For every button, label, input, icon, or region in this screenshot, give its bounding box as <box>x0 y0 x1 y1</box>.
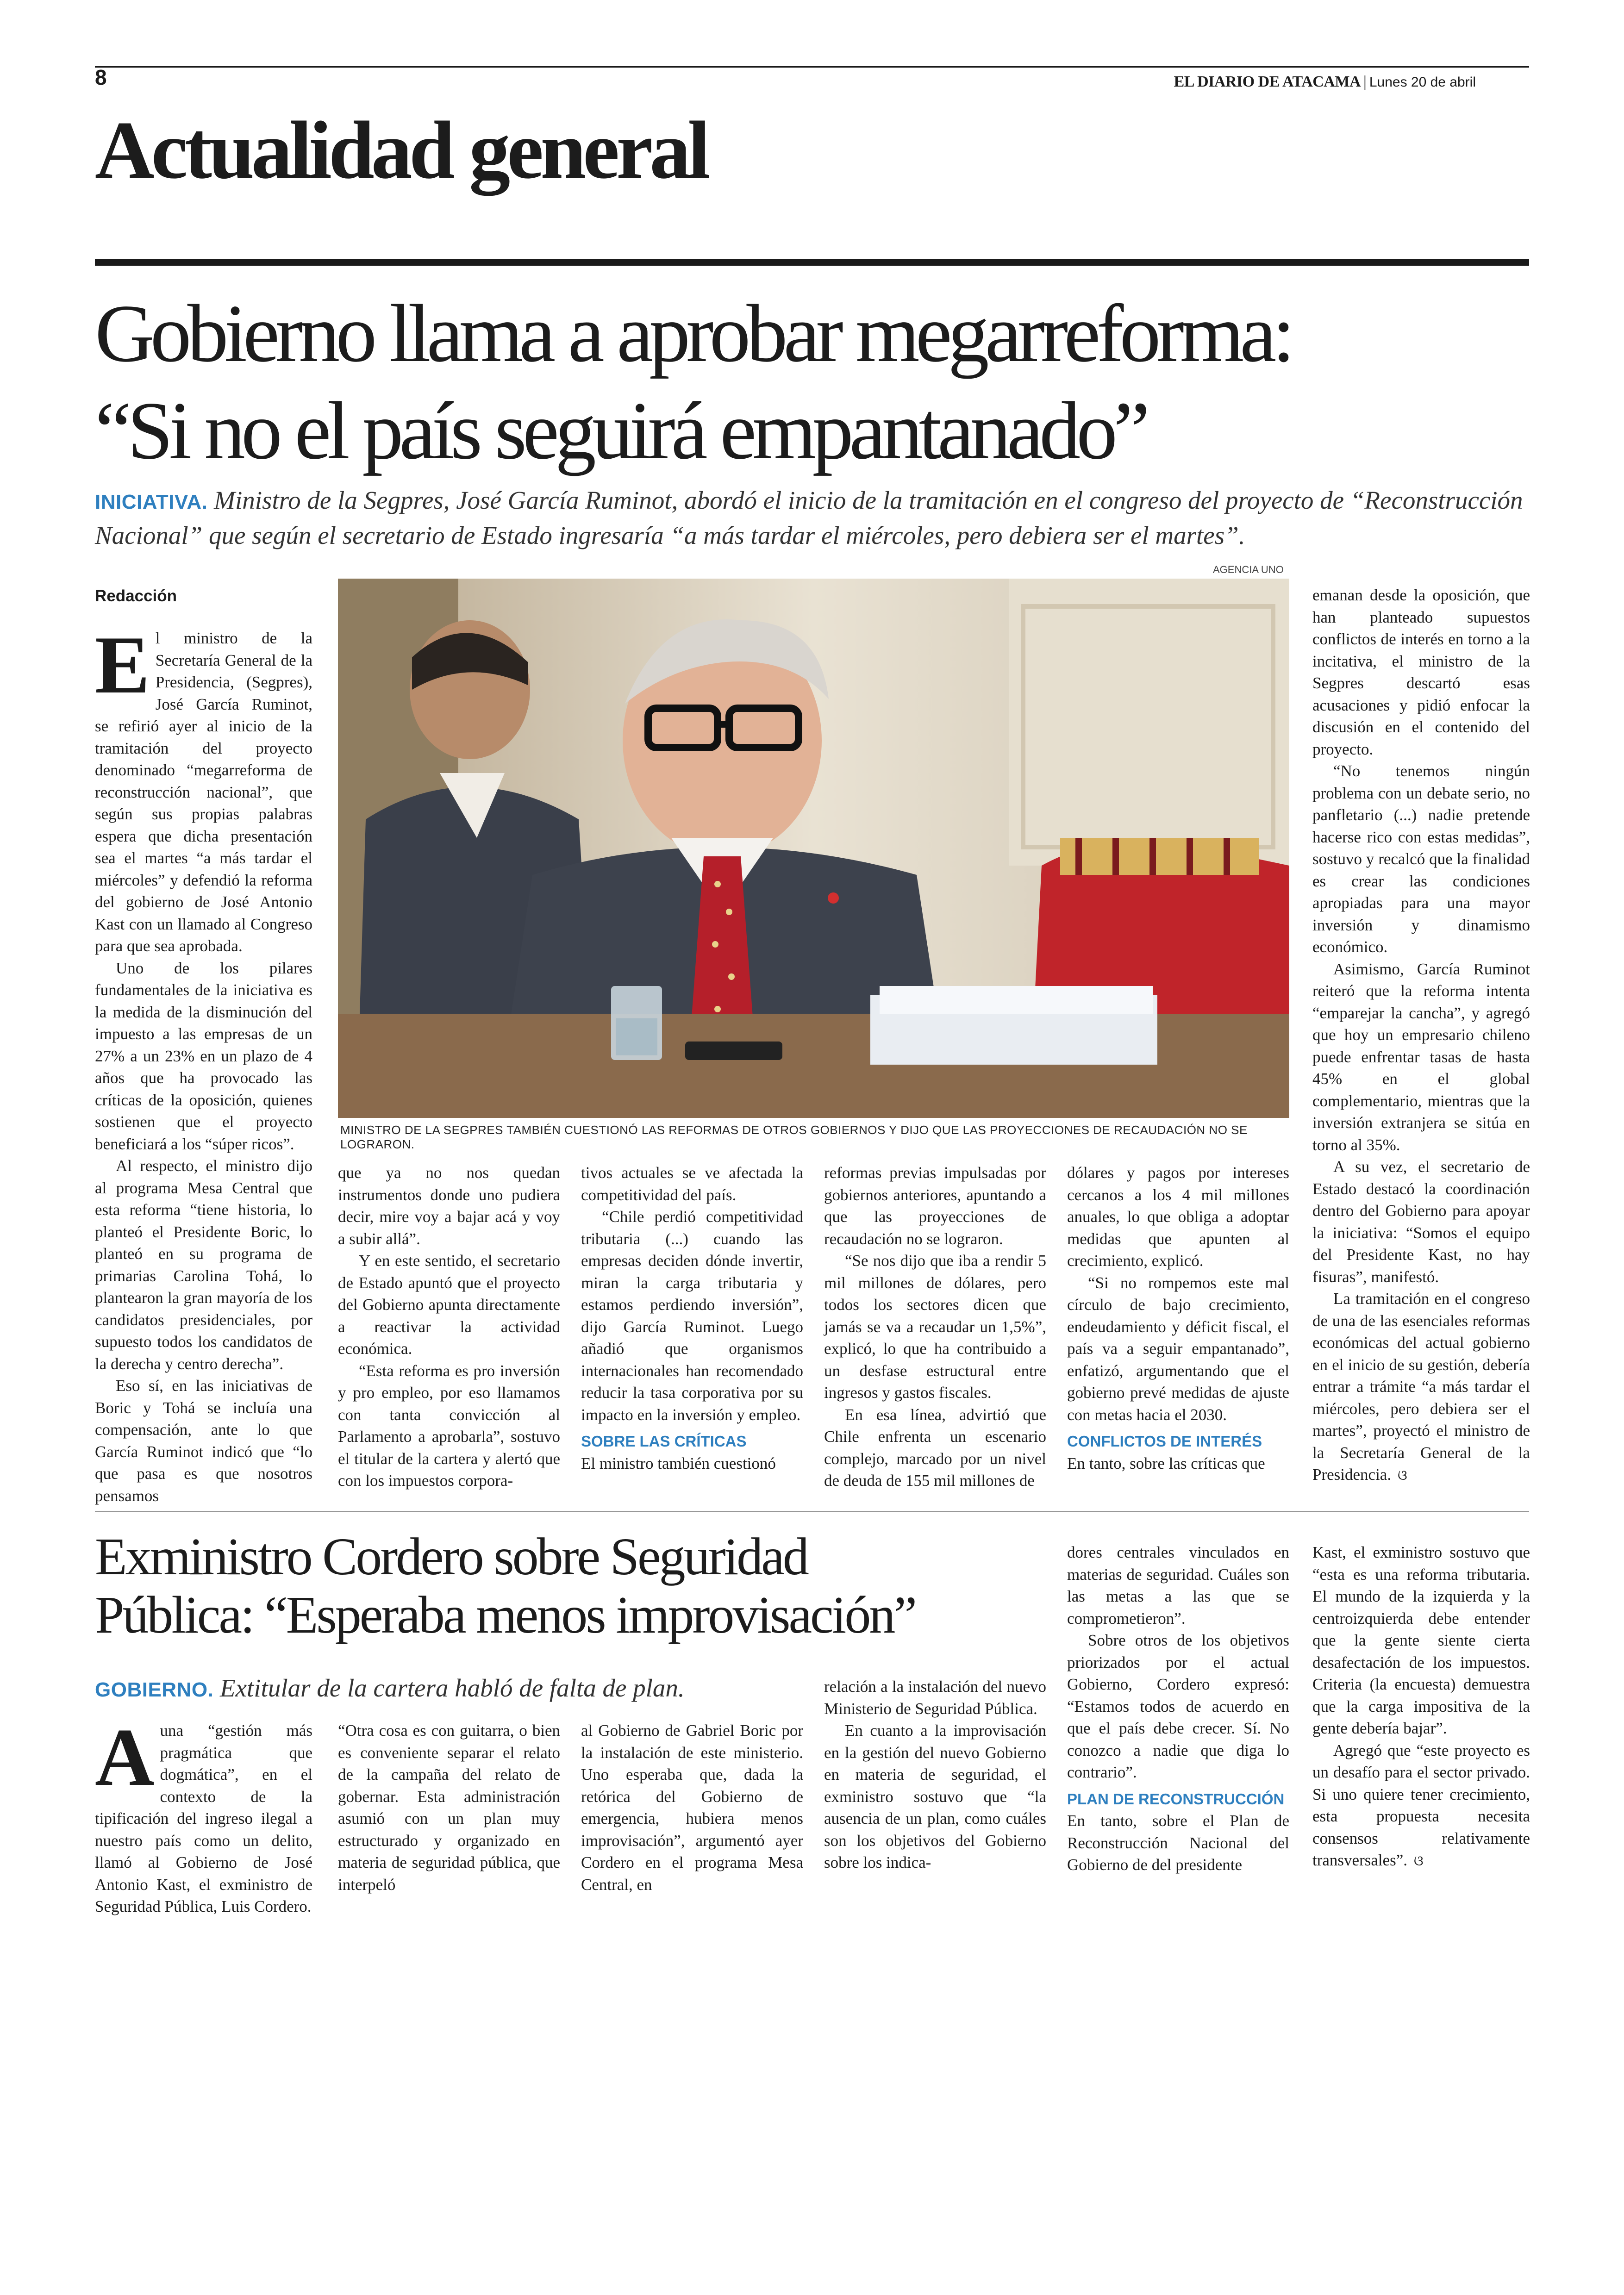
photo-illustration <box>338 579 1289 1118</box>
lead-text: Extitular de la cartera habló de falta de plan. <box>213 1674 685 1702</box>
paragraph: Eso sí, en las iniciativas de Boric y Tohá se incluía una compensación, ante lo que García Ruminot indicó que “lo que pasa es que nosotros pensamos <box>95 1377 312 1505</box>
drop-cap: E <box>95 619 150 711</box>
headline-line-1: Gobierno llama a aprobar megarreforma: <box>95 287 1291 379</box>
running-head: EL DIARIO DE ATACAMA | Lunes 20 de abril <box>1174 73 1476 90</box>
paragraph-text: una “gestión más pragmática que dogmática”, en el contexto de la tipificación del ingreso ilegal a nuestro país como un delito, llamó al Gobierno de José Antonio Kast, el exministro de Seguridad Pública, Luis Cordero. <box>95 1721 312 1915</box>
end-mark-icon: ଓ <box>1414 1853 1424 1869</box>
paragraph: Al respecto, el ministro dijo al programa Mesa Central que esta reforma “tiene historia, lo planteó el Presidente Boric, lo planteó en su programa de primarias Carolina Tohá, lo plantearon la gran mayoría de los candidatos presidenciales, por supuesto todos los candidatos de la derecha y centro derecha”. <box>95 1157 312 1373</box>
paragraph: En cuanto a la improvisación en la gestión del nuevo Gobierno en materia de seguridad, el exministro sostuvo que “la ausencia de un plan, como cuáles son los objetivos del Gobierno sobre los indica- <box>824 1721 1046 1871</box>
article-2-column-3 <box>581 1720 803 1896</box>
drop-cap: A <box>95 1711 155 1803</box>
article-column-5 <box>1067 1162 1289 1474</box>
article-separator <box>95 1511 1529 1512</box>
paragraph <box>1312 1288 1530 1487</box>
top-rule <box>95 66 1529 68</box>
paragraph: emanan desde la oposición, que han planteado supuestos conflictos de interés en torno a la incitativa, el ministro de la Segpres descartó esas acusaciones y pidió enfocar la discusión en el contenido del proyecto. <box>1312 586 1530 758</box>
article-2-headline <box>95 1528 1067 1644</box>
paragraph: “Si no rompemos este mal círculo de bajo crecimiento, endeudamiento y déficit fiscal, el país va a seguir empantanado”, enfatizó, argumentando que el gobierno prevé medidas de ajuste con metas hacia el 2030. <box>1067 1273 1289 1424</box>
paragraph: En tanto, sobre las críticas que <box>1067 1454 1265 1472</box>
paragraph: El ministro también cuestionó <box>581 1454 776 1472</box>
article-photo <box>338 579 1289 1118</box>
paragraph: En esa línea, advirtió que Chile enfrenta un escenario complejo, marcado por un nivel de deuda de 155 mil millones de <box>824 1405 1046 1490</box>
paragraph: “No tenemos ningún problema con un debate serio, no panfletario (...) nadie pretende hacerse rico con estas medidas”, sostuvo y recalcó que la finalidad es crear las condiciones apropiadas para una mayor inversión y dinamismo económico. <box>1312 762 1530 956</box>
article-column-1 <box>95 619 312 1507</box>
article-2-column-6 <box>1312 1541 1530 1872</box>
photo-caption: MINISTRO DE LA SEGPRES TAMBIÉN CUESTIONÓ LAS REFORMAS DE OTROS GOBIERNOS Y DIJO QUE LAS PROYECCIONES DE RECAUDACIÓN NO SE LOGRARON. <box>340 1123 1248 1151</box>
article-lead <box>95 484 1544 552</box>
page-number: 8 <box>95 65 107 89</box>
paragraph-text: Agregó que “este proyecto es un desafío para el sector privado. Si uno quiere tener crecimiento, esta propuesta necesita consensos relativamente transversales”. <box>1312 1741 1530 1869</box>
paragraph: Asimismo, García Ruminot reiteró que la reforma intenta “emparejar la cancha”, y agregó que hoy un empresario chileno puede enfrentar tasas de hasta 45% en el global complementario, mientras que la inversión extranjera se sitúa en torno al 35%. <box>1312 960 1530 1154</box>
article-2-column-2 <box>338 1720 560 1896</box>
paragraph: “Otra cosa es con guitarra, o bien es conveniente separar el relato de la campaña del relato de gobernar. Esta administración asumió con un plan muy estructurado y organizado en materia de seguridad pública, que interpeló <box>338 1721 560 1894</box>
article-2-column-5 <box>1067 1541 1289 1876</box>
paragraph-text: La tramitación en el congreso de una de las esenciales reformas económicas del actual gobierno en el inicio de su gestión, debería entrar a trámite “a más tardar el miércoles, pero debiera ser el martes”, proyectó el ministro de la Secretaría General de la Presidencia. <box>1312 1290 1530 1484</box>
headline-line-2: Pública: “Esperaba menos improvisación” <box>95 1585 915 1644</box>
section-rule <box>95 259 1529 266</box>
article-column-6 <box>1312 584 1530 1487</box>
article-column-3 <box>581 1162 803 1474</box>
headline-line-2: “Si no el país seguirá empantanado” <box>95 385 1146 476</box>
article-2-lead <box>95 1673 685 1703</box>
photo-credit: AGENCIA UNO <box>1213 564 1284 575</box>
byline: Redacción <box>95 587 177 605</box>
end-mark-icon: ଓ <box>1398 1467 1407 1484</box>
paragraph: relación a la instalación del nuevo Ministerio de Seguridad Pública. <box>824 1678 1046 1718</box>
first-paragraph <box>95 1711 312 1918</box>
subheading: CONFLICTOS DE INTERÉS <box>1067 1433 1262 1450</box>
paragraph: Sobre otros de los objetivos priorizados por el actual Gobierno, Cordero expresó: “Estamos todos de acuerdo en que el país debe crecer. Sí. No conozco a nadie que diga lo contrario”. <box>1067 1631 1289 1781</box>
lead-text: Ministro de la Segpres, José García Ruminot, abordó el inicio de la tramitación en el congreso del proyecto de “Reconstrucción Nacional” que según el secretario de Estado ingresaría “a más tardar el miércoles, pero debiera ser el martes”. <box>95 486 1523 549</box>
subheading: PLAN DE RECONSTRUCCIÓN <box>1067 1790 1285 1808</box>
section-title: Actualidad general <box>95 104 707 196</box>
article-column-2 <box>338 1162 560 1492</box>
headline-line-1: Exministro Cordero sobre Seguridad <box>95 1527 807 1586</box>
paragraph: “Chile perdió competitividad tributaria (...) cuando las empresas deciden dónde invertir, miran la carga tributaria y estamos perdiendo inversión”, dijo García Ruminot. Luego añadió que organismos internacionales han recomendado reducir la tasa corporativa por su impacto en la inversión y empleo. <box>581 1208 803 1424</box>
issue-date: Lunes 20 de abril <box>1369 75 1476 90</box>
paragraph: A su vez, el secretario de Estado destacó la coordinación dentro del Gobierno para apoyar la iniciativa: “Somos el equipo del Presidente Kast, no hay fisuras”, manifestó. <box>1312 1158 1530 1286</box>
paragraph: “Esta reforma es pro inversión y pro empleo, por eso llamamos con tanta convicción al Parlamento a aprobarla”, sostuvo el titular de la cartera y alertó que con los impuestos corpora- <box>338 1361 560 1490</box>
paragraph <box>1312 1740 1530 1872</box>
lead-label: INICIATIVA. <box>95 491 208 513</box>
lead-label: GOBIERNO. <box>95 1678 214 1701</box>
article-2-column-4 <box>824 1676 1046 1874</box>
article-headline <box>95 285 1553 479</box>
paragraph: dores centrales vinculados en materias de seguridad. Cuáles son las metas a las que se comprometieron”. <box>1067 1543 1289 1628</box>
article-2-column-1 <box>95 1711 312 1918</box>
paragraph: En tanto, sobre el Plan de Reconstrucción Nacional del Gobierno de del presidente <box>1067 1812 1289 1874</box>
first-paragraph <box>95 619 312 957</box>
paragraph: Kast, el exministro sostuvo que “esta es una reforma tributaria. El mundo de la izquierda y la centroizquierda debe entender que la gente siente cierta desafectación de los impuestos. Criteria (la encuesta) demuestra que la carga impositiva de la gente debería bajar”. <box>1312 1543 1530 1737</box>
paragraph: “Se nos dijo que iba a rendir 5 mil millones de dólares, pero todos los sectores dicen que jamás se va a recaudar un 1,5%”, explicó, lo que ha contribuido a un desfase estructural entre ingresos y gastos fiscales. <box>824 1252 1046 1402</box>
paragraph: Y en este sentido, el secretario de Estado apuntó que el proyecto del Gobierno apunta directamente a reactivar la actividad económica. <box>338 1252 560 1358</box>
paragraph: que ya no nos quedan instrumentos donde uno pudiera decir, mire voy a bajar acá y voy a subir allá”. <box>338 1164 560 1248</box>
paragraph-text: l ministro de la Secretaría General de la Presidencia, (Segpres), José García Ruminot, se refirió ayer al inicio de la tramitación del proyecto denominado “megarreforma de reconstrucción nacional”, que según sus propias palabras espera que dicha presentación sea el martes “a más tardar el miércoles” y defendió la reforma del gobierno de José Antonio Kast con un llamado al Congreso para que sea aprobada. <box>95 629 312 955</box>
paragraph: al Gobierno de Gabriel Boric por la instalación de este ministerio. Uno esperaba que, dada la retórica del Gobierno de emergencia, hubiera menos improvisación”, argumentó ayer Cordero en el programa Mesa Central, en <box>581 1721 803 1894</box>
paragraph: Uno de los pilares fundamentales de la iniciativa es la medida de la disminución del impuesto a las empresas de un 27% a un 23% en un plazo de 4 años que ha provocado las críticas de la oposición, quienes sostienen que el proyecto beneficiará a los “súper ricos”. <box>95 959 312 1153</box>
newspaper-name: EL DIARIO DE ATACAMA <box>1174 73 1361 90</box>
paragraph: tivos actuales se ve afectada la competitividad del país. <box>581 1164 803 1204</box>
article-column-4 <box>824 1162 1046 1492</box>
paragraph: dólares y pagos por intereses cercanos a los 4 mil millones anuales, lo que obliga a adoptar medidas que apunten al crecimiento, explicó. <box>1067 1164 1289 1270</box>
paragraph: reformas previas impulsadas por gobiernos anteriores, apuntando a que las proyecciones de recaudación no se lograron. <box>824 1164 1046 1248</box>
subheading: SOBRE LAS CRÍTICAS <box>581 1433 747 1450</box>
